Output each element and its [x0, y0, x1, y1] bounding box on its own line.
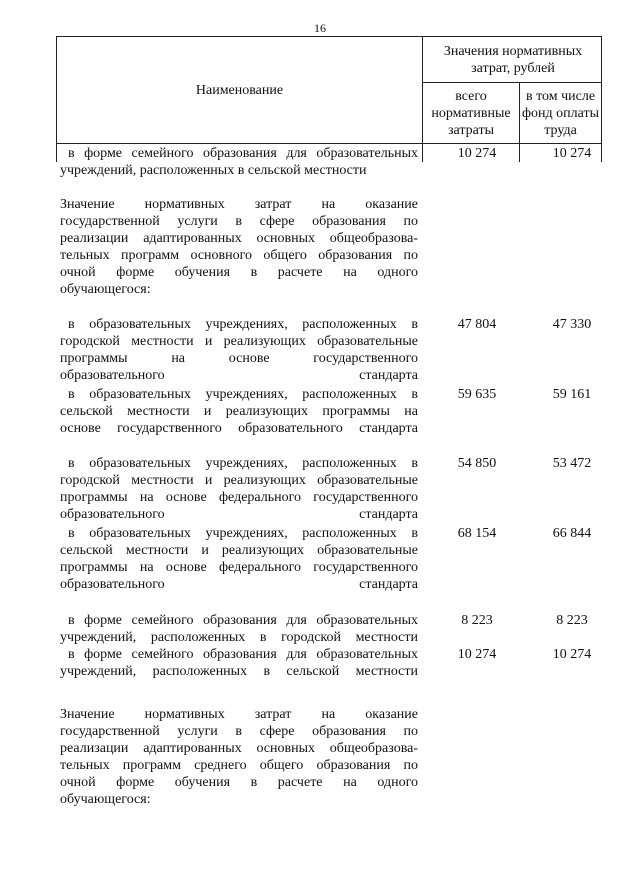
- row-text-line: Значение нормативных затрат на оказание: [60, 197, 418, 212]
- row-text-line: в образовательных учреждениях, расположенных в: [68, 317, 418, 332]
- payroll-value: 47 330: [552, 317, 592, 332]
- row-text-line: очной форме обучения в расчете на одного: [60, 775, 418, 790]
- total-value: 54 850: [457, 456, 497, 471]
- row-text-line: государственной услуги в сфере образования по: [60, 724, 418, 739]
- row-text-line: программы на основе федерального государственного: [60, 490, 418, 505]
- row-text-line: тельных программ основного общего образования по: [60, 248, 418, 263]
- row-text-line: сельской местности и реализующих программы на: [60, 404, 418, 419]
- row-text-line: городской местности и реализующих образовательные: [60, 334, 418, 349]
- row-text-line: образовательного стандарта: [60, 368, 418, 383]
- total-value: 47 804: [457, 317, 497, 332]
- row-text-line: учреждений, расположенных в городской местности: [60, 630, 418, 645]
- row-text-line: образовательного стандарта: [60, 577, 418, 592]
- total-value: 8 223: [461, 613, 493, 628]
- row-text-line: сельской местности и реализующих образовательные: [60, 543, 418, 558]
- total-value: 10 274: [457, 647, 497, 662]
- row-text-line: учреждений, расположенных в сельской местности: [60, 163, 367, 178]
- table-header: [56, 36, 602, 144]
- page-number: 16: [314, 21, 326, 35]
- row-text-line: учреждений, расположенных в сельской местности: [60, 664, 418, 679]
- row-text-line: Значение нормативных затрат на оказание: [60, 707, 418, 722]
- payroll-value: 53 472: [552, 456, 592, 471]
- payroll-value: 59 161: [552, 387, 592, 402]
- total-value: 10 274: [457, 146, 497, 161]
- row-text-line: в форме семейного образования для образовательных: [68, 613, 418, 628]
- total-value: 68 154: [457, 526, 497, 541]
- row-text-line: в образовательных учреждениях, расположенных в: [68, 387, 418, 402]
- row-text-line: основе государственного образовательного стандарта: [60, 421, 418, 436]
- payroll-value: 8 223: [556, 613, 588, 628]
- payroll-value: 66 844: [552, 526, 592, 541]
- total-value: 59 635: [457, 387, 497, 402]
- total-column-header: всего нормативные затраты: [431, 88, 511, 138]
- row-text-line: реализации адаптированных основных общеобразова-: [60, 741, 418, 756]
- row-text-line: образовательного стандарта: [60, 507, 418, 522]
- payroll-value: 10 274: [552, 647, 592, 662]
- row-text-line: тельных программ среднего общего образования по: [60, 758, 418, 773]
- payroll-column-header: в том числе фонд оплаты труда: [521, 88, 600, 138]
- row-text-line: программы на основе федерального государственного: [60, 560, 418, 575]
- row-text-line: в форме семейного образования для образовательных: [68, 647, 418, 662]
- row-text-line: обучающегося:: [60, 792, 151, 807]
- row-text-line: в форме семейного образования для образовательных: [68, 146, 418, 161]
- row-text-line: в образовательных учреждениях, расположенных в: [68, 526, 418, 541]
- row-text-line: очной форме обучения в расчете на одного: [60, 265, 418, 280]
- payroll-value: 10 274: [552, 146, 592, 161]
- row-text-line: в образовательных учреждениях, расположенных в: [68, 456, 418, 471]
- row-text-line: государственной услуги в сфере образования по: [60, 214, 418, 229]
- name-column-header: Наименование: [195, 82, 284, 98]
- values-column-header: Значения нормативных затрат, рублей: [443, 44, 583, 76]
- row-text-line: городской местности и реализующих образовательные: [60, 473, 418, 488]
- row-text-line: обучающегося:: [60, 282, 151, 297]
- row-text-line: программы на основе государственного: [60, 351, 418, 366]
- row-text-line: реализации адаптированных основных общеобразова-: [60, 231, 418, 246]
